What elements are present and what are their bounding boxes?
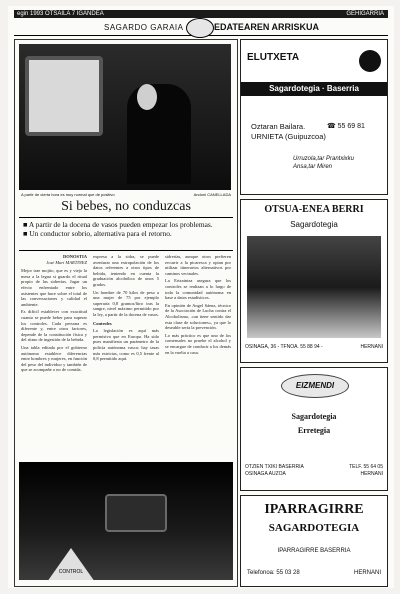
pinwheel-logo-icon [359, 50, 381, 72]
ad-phone: ☎ 55 69 81 [327, 123, 365, 130]
section-subtitle: SAGARDO GARAIA [104, 23, 184, 32]
ad-otsua-enea [240, 199, 388, 363]
body-column-3 [165, 254, 231, 357]
lead-point: ■ A partir de la docena de vasos pueden empezar los problemas. [23, 220, 213, 229]
article-lead [23, 220, 231, 238]
paragraph: En opinión de Angel Sáenz, técnico de la Asociación de Lucha contra el Alcoholismo, «un tiene sentido dar esta clase de soluciones», ya que lo deseable sería la prevención. [165, 302, 231, 331]
section-header [14, 21, 388, 36]
owner-line: Ansa,tar Miren [293, 164, 333, 170]
ad-line: Sagardotegia [291, 412, 337, 421]
ad-logo: EIZMENDI [281, 374, 349, 398]
section-name: GEHIGARRIA [346, 11, 384, 17]
ad-elutxeta [240, 39, 388, 195]
police-car [105, 494, 167, 532]
ad-subtitle: Sagardotegia [290, 220, 338, 229]
ad-contact [349, 464, 383, 478]
ad-title: OTSUA-ENEA BERRI [264, 204, 364, 215]
caption-text: A partir de cierta hora es muy normal que dé positivo [21, 192, 115, 197]
ad-phone: Telefonoa: 55 03 28 [247, 570, 300, 576]
ad-band: Sagardotegia · Baserria [241, 82, 387, 96]
paragraph: Un hombre de 70 kilos de peso a una mujer de 75 por ejemplo superaría 0,8 gramos/litro tras la sangre, nivel máximo permitido por la ley, a partir de la docena de vasos. [93, 289, 159, 317]
ad-phone: TELF. 55 64 05 [349, 464, 383, 470]
paragraph: Una tabla editada por el gobierno autónomo establece diferencias entre hombres y mujeres, en función del peso del individuo y también de que se acompañe o no de comida. [21, 344, 87, 373]
section-title: EDATEAREN ARRISKUA [214, 22, 320, 32]
address-line: Oztaran Bailara. [251, 122, 306, 131]
address-line: URNIETA (Guipuzcoa) [251, 132, 326, 141]
lead-rule [19, 250, 233, 251]
ad-line: Erretegia [297, 426, 331, 435]
byline: José Mari MARTINEZ [46, 259, 87, 265]
warning-sign-icon [47, 548, 95, 580]
address-line: OTZIEN TXIKI BASERRIA [245, 464, 304, 470]
body-column-2 [93, 254, 159, 364]
paragraph: expresa a la sidra, se puede aventurar una extrapolación de los datos referentes a otros tipos de bebida, teniendo en cuenta la graduación alcohólica de unos 5 grados. [93, 254, 159, 287]
paragraph: La Ertzaintza asegura que los controles se realizan a lo largo de toda la comunidad autónoma en base a datos estadísticos. [165, 278, 231, 301]
article-headline: Si bebes, no conduzcas [61, 199, 191, 214]
article-photo-control [19, 462, 233, 580]
ad-title: IPARRAGIRRE [264, 502, 364, 517]
ad-town: HERNANI [353, 570, 381, 576]
section-logo-icon [186, 18, 214, 38]
ad-address: OSINAGA, 36 - TFNOA. 55 88 94 - [245, 344, 323, 350]
newspaper-page [8, 6, 394, 588]
paragraph: sidrerías, aunque otros prefieren recurrir a la picaresca y optan por utilizar itinerarios alternativos por caminos vecinales. [165, 254, 231, 276]
article-body [19, 254, 233, 460]
subheading: Controles [93, 320, 112, 326]
photo-credit: Andoni CANELLADA [193, 192, 231, 197]
article-column [14, 39, 238, 587]
ad-address [251, 122, 326, 142]
ad-eizmendi [240, 367, 388, 491]
ad-town: HERNANI [360, 344, 383, 350]
ad-subtitle: SAGARDOTEGIA [268, 522, 360, 534]
paragraph: Lo más práctico es que uno de los comensales no pruebe el alcohol y se encargue de conducir a los demás en la vuelta a casa. [165, 332, 231, 355]
body-column-1 [21, 254, 87, 375]
dateline: DONOSTIA [62, 254, 87, 259]
headline-rule [19, 217, 233, 218]
paragraph: Es difícil establecer con exactitud cuanto se puede beber para superar los controles. Cada persona es diferente y, entre otros factores, depende de la constitución física y del ritmo de ingestión de la bebida. [21, 309, 87, 343]
ad-name: ELUTXETA [247, 52, 300, 63]
article-photo-driver [19, 44, 231, 190]
lead-point: ■ Un conductor sobrio, alternativa para el retorno. [23, 229, 172, 238]
address-line: OSINAGA AUZOA [245, 471, 286, 477]
ad-footer [245, 344, 383, 350]
ad-iparragirre [240, 495, 388, 587]
issue-info: egin 1993 OTSAILA 7 IGANDEA [17, 11, 104, 17]
owner-line: Urruzola,tar Prantxixku [293, 156, 355, 162]
page-topbar [14, 10, 388, 18]
paragraph: Mejor trae mojito, que es y viejo la mesa a la legua si guardo el ritual propio de las sidrerías. Jugar un efecto enfrentado entre los asistentes que hace sobre el total de las conversaciones y calidad el ambiente. [21, 268, 87, 307]
sign-text: CONTROL [58, 569, 84, 575]
car-window [25, 56, 103, 136]
ad-town: HERNANI [360, 471, 383, 477]
driver-face [137, 84, 157, 110]
paragraph: La legislación es aquí más permisiva que en Europa. Ha sido pues manifiesta un parámetro de la policía autónoma vasca: hay tasas más estrictas, como es 0,5 frente al 0,8 permitido aquí. [93, 328, 159, 362]
ad-photo-interior [247, 236, 381, 338]
ad-address [245, 464, 304, 478]
ad-line: IPARRAGIRRE BASERRIA [277, 548, 351, 554]
ad-owners [293, 155, 354, 171]
photo-caption [21, 192, 231, 197]
